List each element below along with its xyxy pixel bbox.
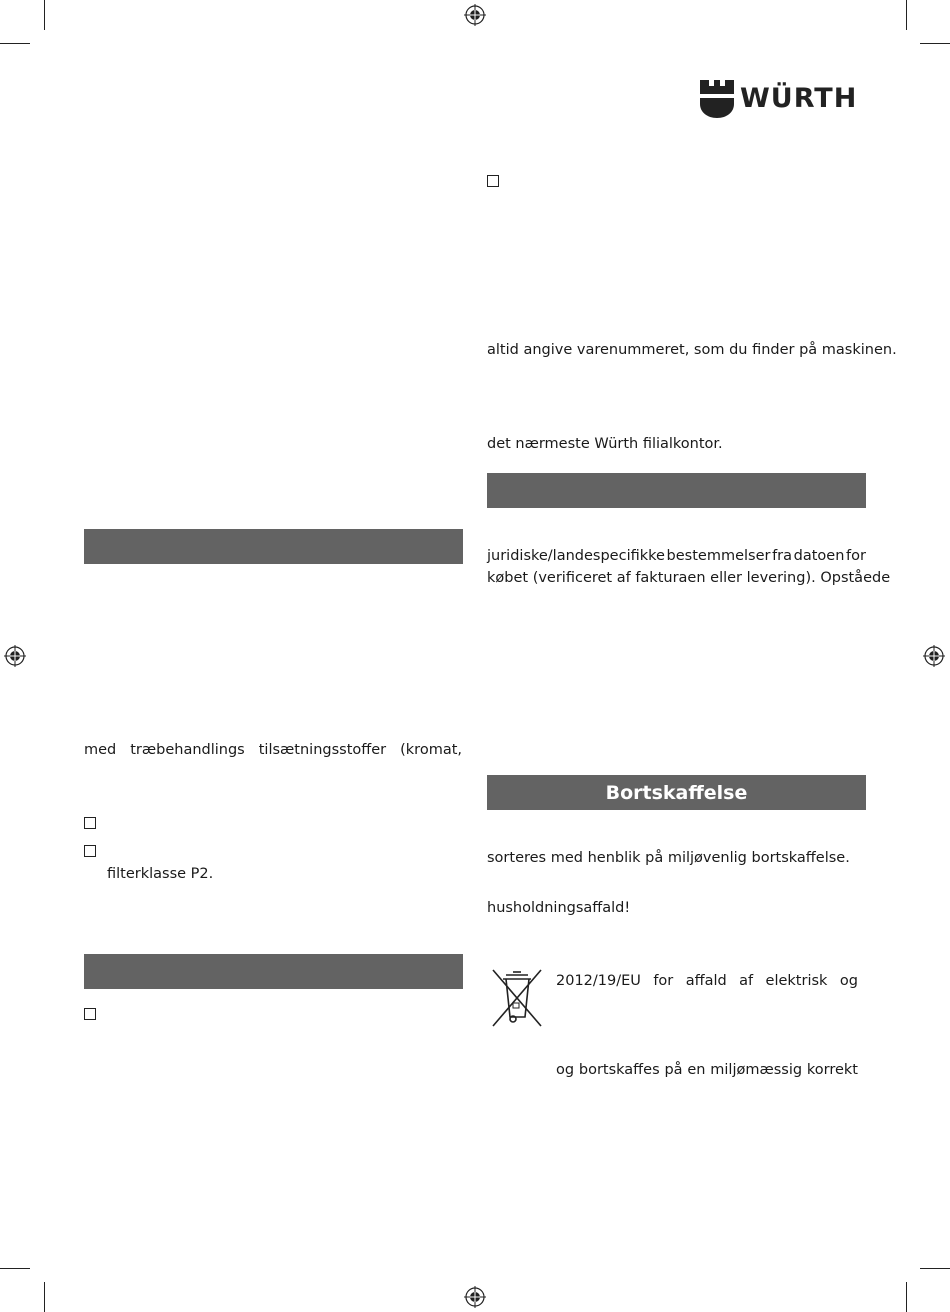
checkbox-icon bbox=[487, 175, 499, 187]
body-text-line: 2012/19/EU for affald af elektrisk og bbox=[556, 973, 858, 989]
crossed-out-wheelie-bin-icon bbox=[489, 967, 545, 1029]
wurth-logo bbox=[700, 80, 870, 118]
body-text-line: købet (verificeret af fakturaen eller levering). Opståede bbox=[487, 570, 891, 586]
body-text-line: det nærmeste Würth filialkontor. bbox=[487, 436, 723, 452]
body-text-line: husholdningsaffald! bbox=[487, 900, 631, 916]
body-text-line: altid angive varenummeret, som du finder på maskinen. bbox=[487, 342, 897, 358]
checkbox-icon bbox=[84, 1008, 96, 1020]
crop-mark-top-right-h bbox=[920, 43, 950, 44]
disposal-section-title: Bortskaffelse bbox=[487, 775, 866, 810]
crop-mark-bottom-right-h bbox=[920, 1268, 950, 1269]
crop-mark-bottom-right-v bbox=[906, 1282, 907, 1312]
crop-mark-top-left-h bbox=[0, 43, 30, 44]
section-header-bar bbox=[487, 473, 866, 508]
section-header-bar bbox=[84, 529, 463, 564]
wurth-logo-text: WÜRTH bbox=[740, 83, 858, 114]
registration-mark-icon bbox=[464, 4, 486, 26]
body-text-line: sorteres med henblik på miljøvenlig bortskaffelse. bbox=[487, 850, 850, 866]
crop-mark-bottom-left-h bbox=[0, 1268, 30, 1269]
registration-mark-icon bbox=[923, 645, 945, 667]
body-text-line: med træbehandlings tilsætningsstoffer (kromat, bbox=[84, 742, 462, 758]
body-text-line: og bortskaffes på en miljømæssig korrekt bbox=[556, 1062, 858, 1078]
checkbox-icon bbox=[84, 817, 96, 829]
crop-mark-top-left-v bbox=[44, 0, 45, 30]
body-text-line: filterklasse P2. bbox=[107, 866, 214, 882]
wurth-logo-mark-icon bbox=[700, 80, 734, 118]
body-text-line: juridiske/landespecifikke bestemmelser fra datoen for bbox=[487, 548, 866, 564]
section-header-bar bbox=[84, 954, 463, 989]
crop-mark-bottom-left-v bbox=[44, 1282, 45, 1312]
registration-mark-icon bbox=[4, 645, 26, 667]
crop-mark-top-right-v bbox=[906, 0, 907, 30]
checkbox-icon bbox=[84, 845, 96, 857]
registration-mark-icon bbox=[464, 1286, 486, 1308]
